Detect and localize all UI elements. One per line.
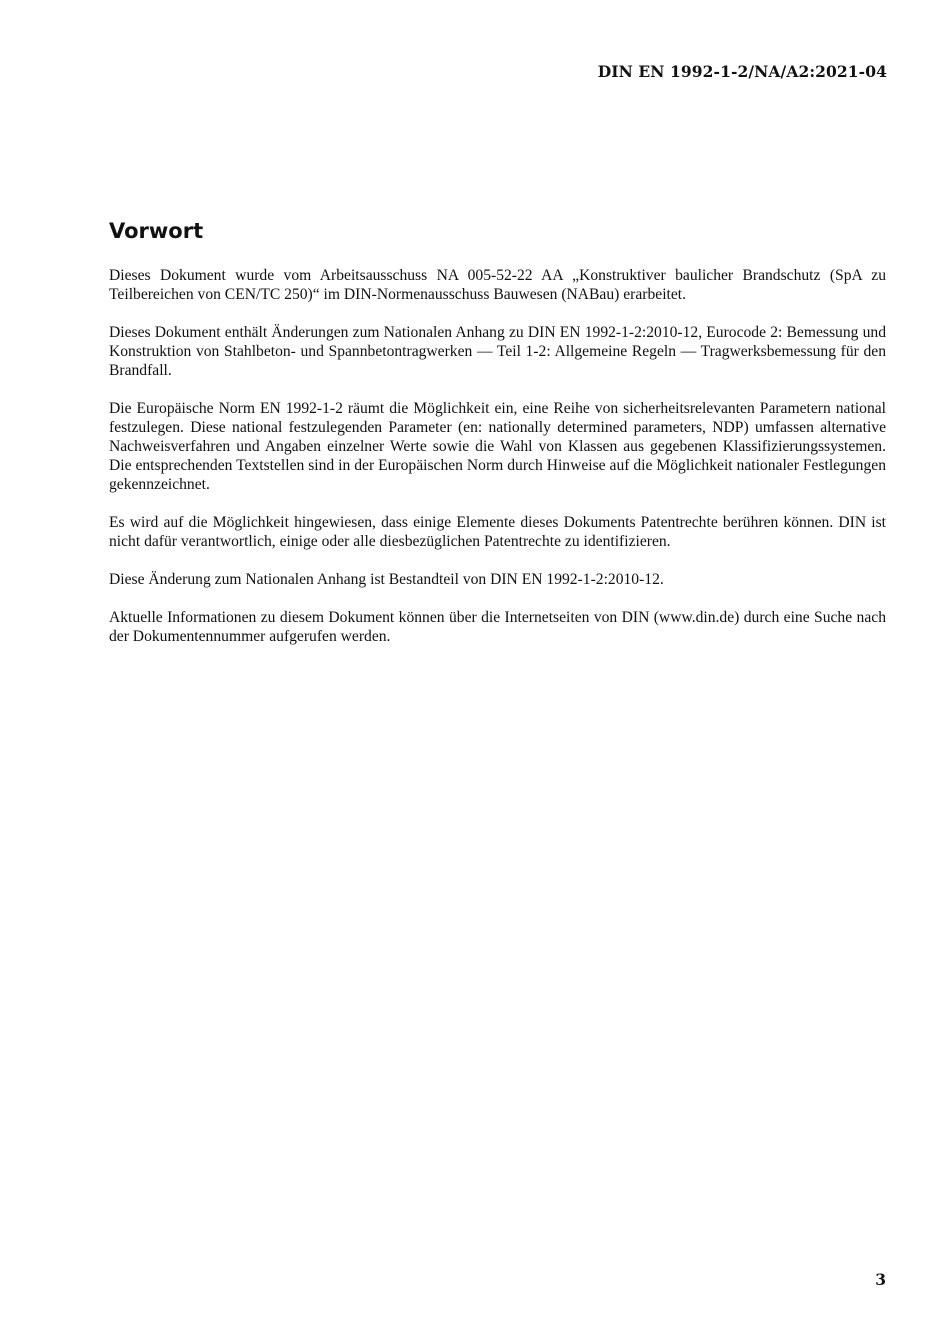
paragraph-part-of-standard: Diese Änderung zum Nationalen Anhang ist Bestandteil von DIN EN 1992-1-2:2010-12. (109, 571, 664, 588)
document-id: DIN EN 1992-1-2/NA/A2:2021-04 (597, 62, 887, 81)
paragraph-working-committee: Dieses Dokument wurde vom Arbeitsausschuss NA 005-52-22 AA „Konstruktiver baulicher Brandschutz (SpA zu Teilbereichen von CEN/TC 250)“ im DIN-Normenausschuss Bauwesen (NABau) erarbeitet. (109, 267, 886, 303)
paragraph-national-parameters: Die Europäische Norm EN 1992-1-2 räumt die Möglichkeit ein, eine Reihe von sicherheitsrelevanten Parametern national festzulegen. Diese national festzulegenden Parameter (en: nationally determined parameters, NDP) umfassen alternative Nachweisverfahren und Angaben einzelner Werte sowie die Wahl von Klassen aus gegebenen Klassifizierungssystemen. Die entsprechenden Textstellen sind in der Europäischen Norm durch Hinweise auf die Möglichkeit nationaler Festlegungen gekennzeichnet. (109, 400, 886, 493)
paragraph-current-information: Aktuelle Informationen zu diesem Dokument können über die Internetseiten von DIN (www.din.de) durch eine Suche nach der Dokumentennummer aufgerufen werden. (109, 609, 886, 645)
paragraph-amendments: Dieses Dokument enthält Änderungen zum Nationalen Anhang zu DIN EN 1992-1-2:2010-12, Eurocode 2: Bemessung und Konstruktion von Stahlbeton- und Spannbetontragwerken — Teil 1-2: Allgemeine Regeln — Tragwerksbemessung für den Brandfall. (109, 324, 886, 379)
page-number: 3 (875, 1270, 886, 1289)
section-title: Vorwort (109, 219, 204, 243)
paragraph-patent-notice: Es wird auf die Möglichkeit hingewiesen, dass einige Elemente dieses Dokuments Patentrechte berühren können. DIN ist nicht dafür verantwortlich, einige oder alle diesbezüglichen Patentrechte zu identifizieren. (109, 514, 886, 550)
foreword-section (109, 218, 886, 665)
